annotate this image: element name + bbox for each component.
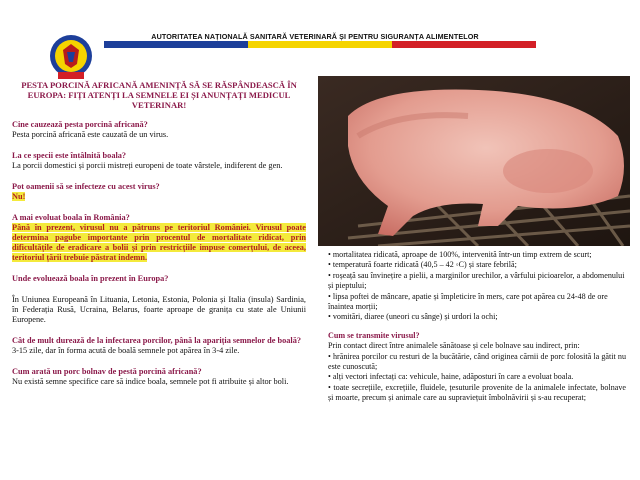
answer-species: La porcii domestici și porcii mistreți europeni de toate vârstele, indiferent de gen. xyxy=(12,161,283,170)
question-cause: Cine cauzează pesta porcină africană? xyxy=(12,120,148,129)
question-humans: Pot oamenii să se infecteze cu acest virus? xyxy=(12,182,160,191)
answer-europe: În Uniunea Europeană în Lituania, Letonia, Estonia, Polonia și Italia (insula) Sardinia, în Federația Rusă, Ucraina, Belarus, foarte aproape de granița cu state ale Uniunii Europene. xyxy=(12,295,306,324)
right-column xyxy=(328,250,626,404)
answer-humans: Nu! xyxy=(12,192,26,201)
question-signs: Cum arată un porc bolnav de pestă porcină africană? xyxy=(12,367,202,376)
question-species: La ce specii este întâlnită boala? xyxy=(12,151,127,160)
answer-cause: Pesta porcină africană este cauzată de un virus. xyxy=(12,130,169,139)
answer-signs: Nu există semne specifice care să indice boala, semnele pot fi atribuite și altor boli. xyxy=(12,377,289,386)
transmission-item: • hrănirea porcilor cu resturi de la bucătărie, când originea cărnii de porc folosită la gătit nu este cunoscută; xyxy=(328,351,626,372)
question-europe: Unde evoluează boala în prezent în Europa? xyxy=(12,274,169,283)
agency-name: AUTORITATEA NAȚIONALĂ SANITARĂ VETERINARĂ ȘI PENTRU SIGURANȚA ALIMENTELOR xyxy=(151,32,479,41)
transmission-item: • toate secrețiile, excrețiile, fluidele, țesuturile provenite de la animalele infectate, bolnave și moarte, precum și animale care au supraviețuit îmbolnăvirii și s-au recuperat; xyxy=(328,382,626,403)
symptom-item: • vomitări, diaree (uneori cu sânge) și urdori la ochi; xyxy=(328,312,498,322)
symptom-item: • temperatură foarte ridicată (40,5 – 42 ◦C) și stare febrilă; xyxy=(328,260,517,270)
ansvsa-emblem-icon xyxy=(48,34,94,82)
symptom-item: • lipsa poftei de mâncare, apatie și împleticire în mers, care pot apărea cu 24-48 de ore înaintea morții; xyxy=(328,291,608,312)
symptom-item: • roșeață sau învinețire a pielii, a marginilor urechilor, a vârfului picioarelor, a abdomenului și pieptului; xyxy=(328,270,625,291)
tricolor-band xyxy=(104,41,536,48)
answer-incubation: 3-15 zile, dar în forma acută de boală semnele pot apărea în 3-4 zile. xyxy=(12,346,240,355)
question-romania: A mai evoluat boala în România? xyxy=(12,213,130,222)
symptom-item: • mortalitatea ridicată, aproape de 100%, intervenită într-un timp extrem de scurt; xyxy=(328,250,592,259)
question-transmission: Cum se transmite virusul? xyxy=(328,330,420,340)
transmission-intro: Prin contact direct între animalele sănătoase și cele bolnave sau indirect, prin: xyxy=(328,341,580,351)
sick-pig-photo xyxy=(318,76,630,246)
page-title: PESTA PORCINĂ AFRICANĂ AMENINȚĂ SĂ SE RĂSPÂNDEASCĂ ÎN EUROPA: FIȚI ATENȚI LA SEMNELE EI ȘI ANUNȚAȚI MEDICUL VETERINAR! xyxy=(21,80,297,110)
question-incubation: Cât de mult durează de la infectarea porcilor, până la apariția semnelor de boală? xyxy=(12,336,301,345)
left-column xyxy=(12,80,306,387)
answer-romania: Până în prezent, virusul nu a pătruns pe teritoriul României. Virusul poate determina pagube importante prin procentul de mortalitate ridicat, prin dificultățile de eradicare a bolii și prin restricțiile impuse comerțului, de aceea, teritoriul țării trebuie păstrat indemn. xyxy=(12,223,306,262)
transmission-item: • alți vectori infectați ca: vehicule, haine, adăposturi în care a evoluat boala. xyxy=(328,372,574,382)
